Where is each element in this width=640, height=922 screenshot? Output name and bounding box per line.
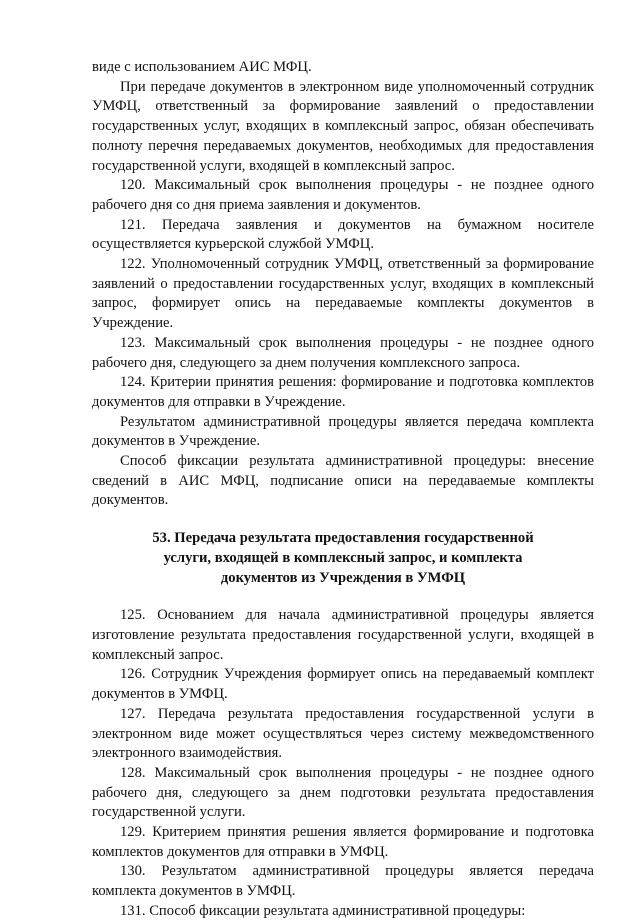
paragraph-123: 123. Максимальный срок выполнения процедуры - не позднее одного рабочего дня, следующего за днем получения комплексного запроса. bbox=[92, 334, 594, 371]
paragraph-125: 125. Основанием для начала административной процедуры является изготовление результата предоставления государственной услуги, входящей в комплексный запрос. bbox=[92, 607, 594, 663]
heading-line: документов из Учреждения в УМФЦ bbox=[220, 569, 466, 586]
paragraph-121: 121. Передача заявления и документов на бумажном носителе осуществляется курьерской службой УМФЦ. bbox=[92, 216, 594, 253]
paragraph-130: 130. Результатом административной процедуры является передача комплекта документов в УМФЦ. bbox=[92, 863, 594, 900]
paragraph-result: Результатом административной процедуры является передача комплекта документов в Учреждение. bbox=[92, 413, 594, 450]
intro-line: виде с использованием АИС МФЦ. bbox=[92, 59, 312, 75]
section-heading-53 bbox=[92, 529, 594, 588]
heading-line: услуги, входящей в комплексный запрос, и комплекта bbox=[163, 549, 523, 566]
paragraph-120: 120. Максимальный срок выполнения процедуры - не позднее одного рабочего дня со дня приема заявления и документов. bbox=[92, 177, 594, 213]
paragraph-127: 127. Передача результата предоставления государственной услуги в электронном виде может осуществляться через систему межведомственного электронного взаимодействия. bbox=[92, 705, 594, 762]
paragraph-131: 131. Способ фиксации результата административной процедуры: bbox=[120, 902, 526, 919]
document-page bbox=[92, 58, 594, 922]
paragraph-129: 129. Критерием принятия решения является формирование и подготовка комплектов документов для отправки в УМФЦ. bbox=[92, 824, 594, 860]
paragraph-122: 122. Уполномоченный сотрудник УМФЦ, ответственный за формирование заявлений о предоставлении государственных услуг, входящих в комплексный запрос, формирует опись на передаваемые комплекты документов в Учреждение. bbox=[92, 256, 594, 332]
paragraph-fixation: Способ фиксации результата административной процедуры: внесение сведений в АИС МФЦ, подписание описи на передаваемые комплекты документов. bbox=[92, 453, 594, 509]
heading-line: 53. Передача результата предоставления государственной bbox=[152, 530, 534, 547]
paragraph-128: 128. Максимальный срок выполнения процедуры - не позднее одного рабочего дня, следующего за днем подготовки результата предоставления государственной услуги. bbox=[92, 764, 594, 821]
paragraph-126: 126. Сотрудник Учреждения формирует опись на передаваемый комплект документов в УМФЦ. bbox=[92, 666, 594, 703]
paragraph-124: 124. Критерии принятия решения: формирование и подготовка комплектов документов для отправки в Учреждение. bbox=[92, 374, 594, 410]
paragraph-transfer-electronic: При передаче документов в электронном виде уполномоченный сотрудник УМФЦ, ответственный за формирование заявлений о предоставлении государственных услуг, входящих в комплексный запрос, обязан обеспечивать полноту перечня передаваемых документов, необходимых для предоставления государственной услуги, входящей в комплексный запрос. bbox=[92, 78, 594, 174]
